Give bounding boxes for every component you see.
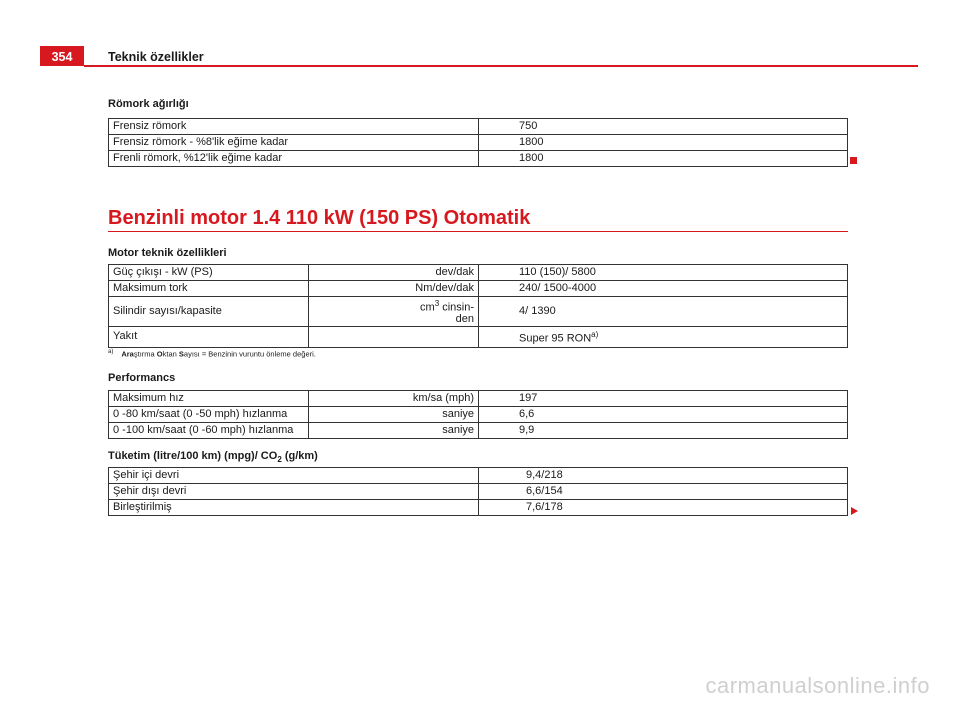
row-label: Maksimum hız bbox=[109, 391, 309, 407]
row-unit bbox=[309, 327, 479, 348]
row-label: Silindir sayısı/kapasite bbox=[109, 297, 309, 327]
engine-title: Motor teknik özellikleri bbox=[108, 247, 227, 259]
row-unit: $cm^3$ cinsin- den bbox=[309, 297, 479, 327]
trailer-table bbox=[108, 118, 848, 167]
row-label: 0 -100 km/saat (0 -60 mph) hızlanma bbox=[109, 423, 309, 439]
row-value: 240/ 1500-4000 bbox=[479, 281, 848, 297]
table-row bbox=[109, 281, 848, 297]
section-end-marker bbox=[850, 157, 857, 164]
row-value: 6,6 bbox=[479, 407, 848, 423]
table-row bbox=[109, 151, 848, 167]
trailer-title: Römork ağırlığı bbox=[108, 98, 189, 110]
table-row bbox=[109, 391, 848, 407]
table-row bbox=[109, 297, 848, 327]
table-row bbox=[109, 119, 848, 135]
consumption-table bbox=[108, 467, 848, 516]
continue-arrow-icon bbox=[851, 507, 858, 515]
row-value: 750 bbox=[479, 119, 848, 135]
row-unit: saniye bbox=[309, 407, 479, 423]
row-value: Super 95 RON$^{a)}$ bbox=[479, 327, 848, 348]
row-value: 4/ 1390 bbox=[479, 297, 848, 327]
performance-title: Performancs bbox=[108, 372, 176, 384]
row-unit: saniye bbox=[309, 423, 479, 439]
row-value: 9,9 bbox=[479, 423, 848, 439]
row-label: 0 -80 km/saat (0 -50 mph) hızlanma bbox=[109, 407, 309, 423]
header-rule bbox=[84, 65, 918, 67]
row-label: Şehir içi devri bbox=[109, 468, 479, 484]
row-label: Yakıt bbox=[109, 327, 309, 348]
footnote: $^{a)}$ Araştırma Oktan Sayısı = Benzinin vuruntu önleme değeri. bbox=[108, 349, 316, 359]
consumption-title: Tüketim (litre/100 km) (mpg)/ $CO_2$ (g/km) bbox=[108, 450, 318, 465]
table-row bbox=[109, 500, 848, 516]
row-unit: Nm/dev/dak bbox=[309, 281, 479, 297]
table-row bbox=[109, 265, 848, 281]
table-row bbox=[109, 135, 848, 151]
row-label: Frensiz römork bbox=[109, 119, 479, 135]
performance-table bbox=[108, 390, 848, 439]
section-rule bbox=[108, 231, 848, 232]
table-row bbox=[109, 468, 848, 484]
row-label: Frenli römork, %12'lik eğime kadar bbox=[109, 151, 479, 167]
section-title: Benzinli motor 1.4 110 kW (150 PS) Otomatik bbox=[108, 207, 531, 229]
page-number: 354 bbox=[40, 46, 84, 66]
row-unit: km/sa (mph) bbox=[309, 391, 479, 407]
row-label: Şehir dışı devri bbox=[109, 484, 479, 500]
row-label: Frensiz römork - %8'lik eğime kadar bbox=[109, 135, 479, 151]
row-value: 197 bbox=[479, 391, 848, 407]
table-row bbox=[109, 484, 848, 500]
footnote-ref: a) bbox=[591, 330, 599, 339]
header-title: Teknik özellikler bbox=[108, 50, 204, 64]
engine-table bbox=[108, 264, 848, 348]
table-row bbox=[109, 327, 848, 348]
row-value: 110 (150)/ 5800 bbox=[479, 265, 848, 281]
table-row bbox=[109, 407, 848, 423]
row-value: 1800 bbox=[479, 151, 848, 167]
row-unit: dev/dak bbox=[309, 265, 479, 281]
page-header bbox=[40, 46, 918, 66]
row-value: 1800 bbox=[479, 135, 848, 151]
row-label: Birleştirilmiş bbox=[109, 500, 479, 516]
row-value: 9,4/218 bbox=[479, 468, 848, 484]
row-value: 7,6/178 bbox=[479, 500, 848, 516]
row-value: 6,6/154 bbox=[479, 484, 848, 500]
watermark: carmanualsonline.info bbox=[705, 673, 930, 698]
row-label: Güç çıkışı - kW (PS) bbox=[109, 265, 309, 281]
table-row bbox=[109, 423, 848, 439]
row-label: Maksimum tork bbox=[109, 281, 309, 297]
